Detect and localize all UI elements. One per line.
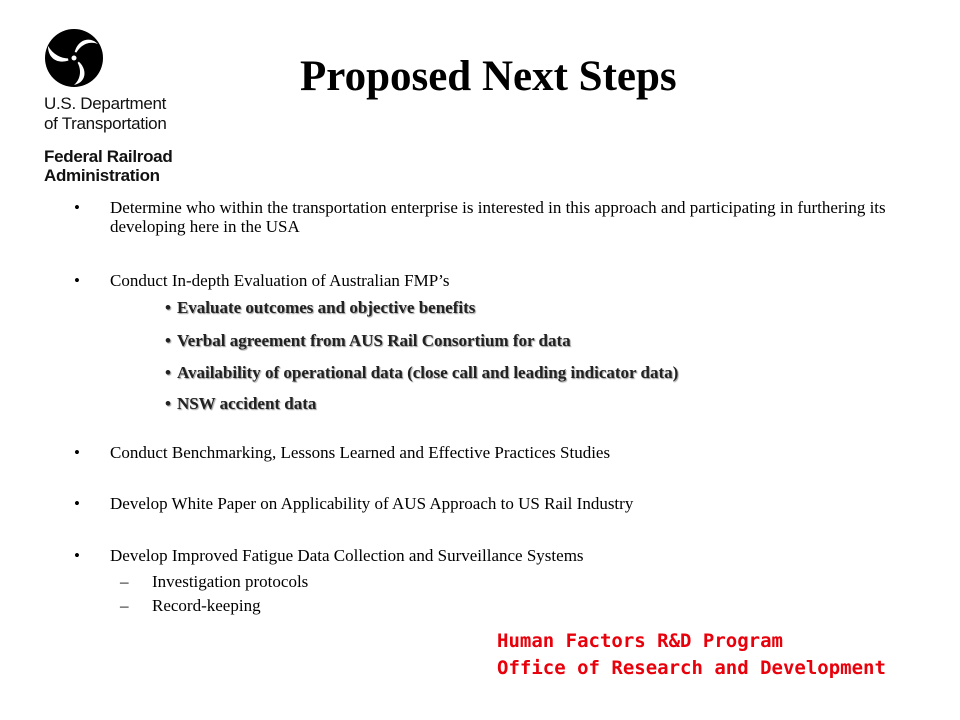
sub-bullet-text: NSW accident data	[176, 394, 317, 413]
sub-bullet-text: Verbal agreement from AUS Rail Consortium for data	[176, 331, 571, 350]
sub-bullet-item	[165, 298, 475, 318]
bullet-dot: •	[165, 298, 171, 317]
bullet-dot: •	[165, 363, 171, 382]
bullet-item	[74, 443, 890, 462]
triskelion-logo-icon	[44, 28, 104, 88]
bullet-text: Develop White Paper on Applicability of AUS Approach to US Rail Industry	[110, 494, 634, 513]
sub-bullet-item	[165, 394, 316, 414]
dash-symbol: –	[120, 572, 129, 591]
dash-item	[120, 572, 308, 592]
bullet-item	[74, 271, 890, 290]
agency-line2: Administration	[44, 166, 160, 185]
agency-name	[44, 147, 214, 185]
bullet-dot: •	[165, 331, 171, 350]
dot-fra-logo	[44, 28, 214, 185]
bullet-dot: •	[165, 394, 171, 413]
dash-item-text: Investigation protocols	[152, 572, 309, 591]
bullet-text: Conduct Benchmarking, Lessons Learned and Effective Practices Studies	[110, 443, 611, 462]
bullet-dot: •	[74, 494, 80, 513]
department-line1: U.S. Department	[44, 94, 167, 113]
bullet-dot: •	[74, 198, 80, 217]
bullet-dot: •	[74, 271, 80, 290]
department-name	[44, 94, 214, 134]
bullet-item	[74, 198, 890, 236]
sub-bullet-item	[165, 363, 678, 383]
bullet-dot: •	[74, 443, 80, 462]
sub-bullet-text: Availability of operational data (close call and leading indicator data)	[176, 363, 679, 382]
sub-bullet-text: Evaluate outcomes and objective benefits	[176, 298, 476, 317]
bullet-text: Conduct In-depth Evaluation of Australian FMP’s	[110, 271, 450, 290]
bullet-text: Determine who within the transportation enterprise is interested in this approach and participating in furthering its developing here in the USA	[110, 198, 886, 236]
dash-item	[120, 596, 261, 616]
dash-symbol: –	[120, 596, 129, 615]
bullet-item	[74, 546, 890, 565]
program-footer	[497, 628, 886, 682]
sub-bullet-item	[165, 331, 571, 351]
dash-item-text: Record-keeping	[152, 596, 261, 615]
bullet-item	[74, 494, 890, 513]
bullet-dot: •	[74, 546, 80, 565]
footer-program-name: Human Factors R&D Program	[497, 630, 783, 652]
agency-line1: Federal Railroad	[44, 147, 173, 166]
footer-office-name: Office of Research and Development	[497, 657, 886, 679]
department-line2: of Transportation	[44, 114, 167, 133]
slide-title: Proposed Next Steps	[300, 53, 677, 100]
bullet-text: Develop Improved Fatigue Data Collection and Surveillance Systems	[110, 546, 584, 565]
